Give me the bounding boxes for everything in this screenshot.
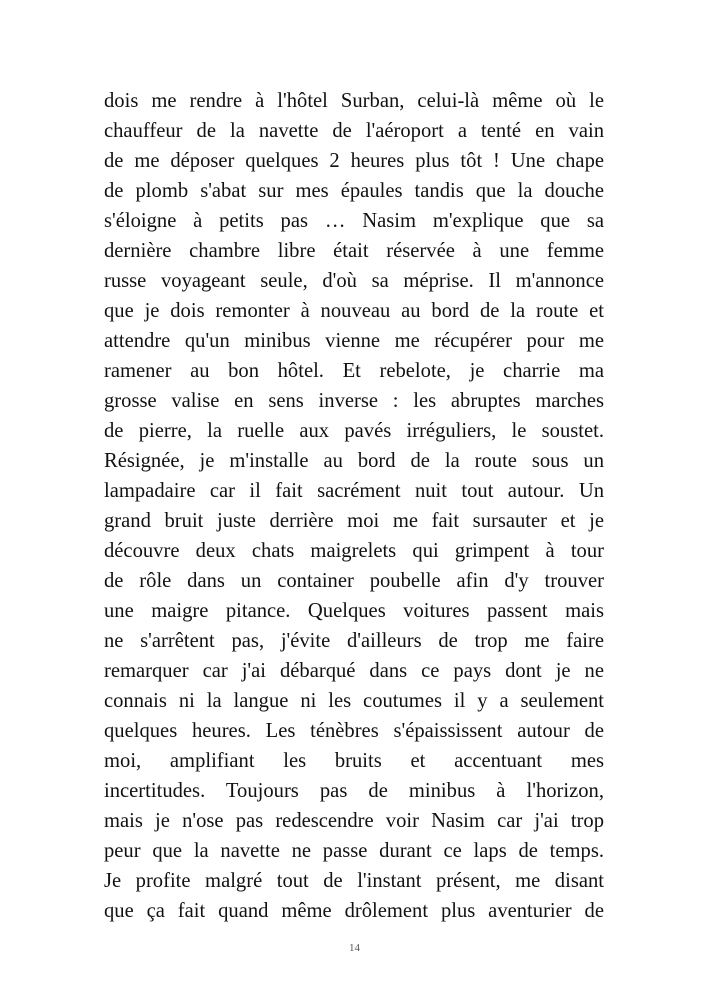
text-line: découvre deux chats maigrelets qui grimpent à tour <box>104 540 604 562</box>
text-line: de rôle dans un container poubelle afin d'y trouver <box>104 570 604 592</box>
text-line: peur que la navette ne passe durant ce laps de temps. <box>104 840 604 862</box>
text-line: lampadaire car il fait sacrément nuit tout autour. Un <box>104 480 604 502</box>
text-line: ne s'arrêtent pas, j'évite d'ailleurs de trop me faire <box>104 630 604 652</box>
text-line: dois me rendre à l'hôtel Surban, celui-là même où le <box>104 90 604 112</box>
body-text <box>104 86 604 926</box>
text-line: ramener au bon hôtel. Et rebelote, je charrie ma <box>104 360 604 382</box>
text-line: Je profite malgré tout de l'instant présent, me disant <box>104 870 604 892</box>
text-line: quelques heures. Les ténèbres s'épaississent autour de <box>104 720 604 742</box>
text-line: Résignée, je m'installe au bord de la route sous un <box>104 450 604 472</box>
text-line: s'éloigne à petits pas … Nasim m'explique que sa <box>104 210 604 232</box>
text-line: que je dois remonter à nouveau au bord de la route et <box>104 300 604 322</box>
text-line: moi, amplifiant les bruits et accentuant mes <box>104 750 604 772</box>
text-line: que ça fait quand même drôlement plus aventurier de <box>104 900 604 922</box>
text-line: mais je n'ose pas redescendre voir Nasim car j'ai trop <box>104 810 604 832</box>
text-line: de me déposer quelques 2 heures plus tôt ! Une chape <box>104 150 604 172</box>
text-line: de plomb s'abat sur mes épaules tandis que la douche <box>104 180 604 202</box>
text-line: de pierre, la ruelle aux pavés irréguliers, le soustet. <box>104 420 604 442</box>
text-line: grand bruit juste derrière moi me fait sursauter et je <box>104 510 604 532</box>
text-line: une maigre pitance. Quelques voitures passent mais <box>104 600 604 622</box>
text-line: russe voyageant seule, d'où sa méprise. Il m'annonce <box>104 270 604 292</box>
text-line: grosse valise en sens inverse : les abruptes marches <box>104 390 604 412</box>
text-line: incertitudes. Toujours pas de minibus à l'horizon, <box>104 780 604 802</box>
text-line: dernière chambre libre était réservée à une femme <box>104 240 604 262</box>
page-number: 14 <box>349 942 360 954</box>
text-line: chauffeur de la navette de l'aéroport a tenté en vain <box>104 120 604 142</box>
text-line: connais ni la langue ni les coutumes il y a seulement <box>104 690 604 712</box>
text-line: remarquer car j'ai débarqué dans ce pays dont je ne <box>104 660 604 682</box>
text-line: attendre qu'un minibus vienne me récupérer pour me <box>104 330 604 352</box>
